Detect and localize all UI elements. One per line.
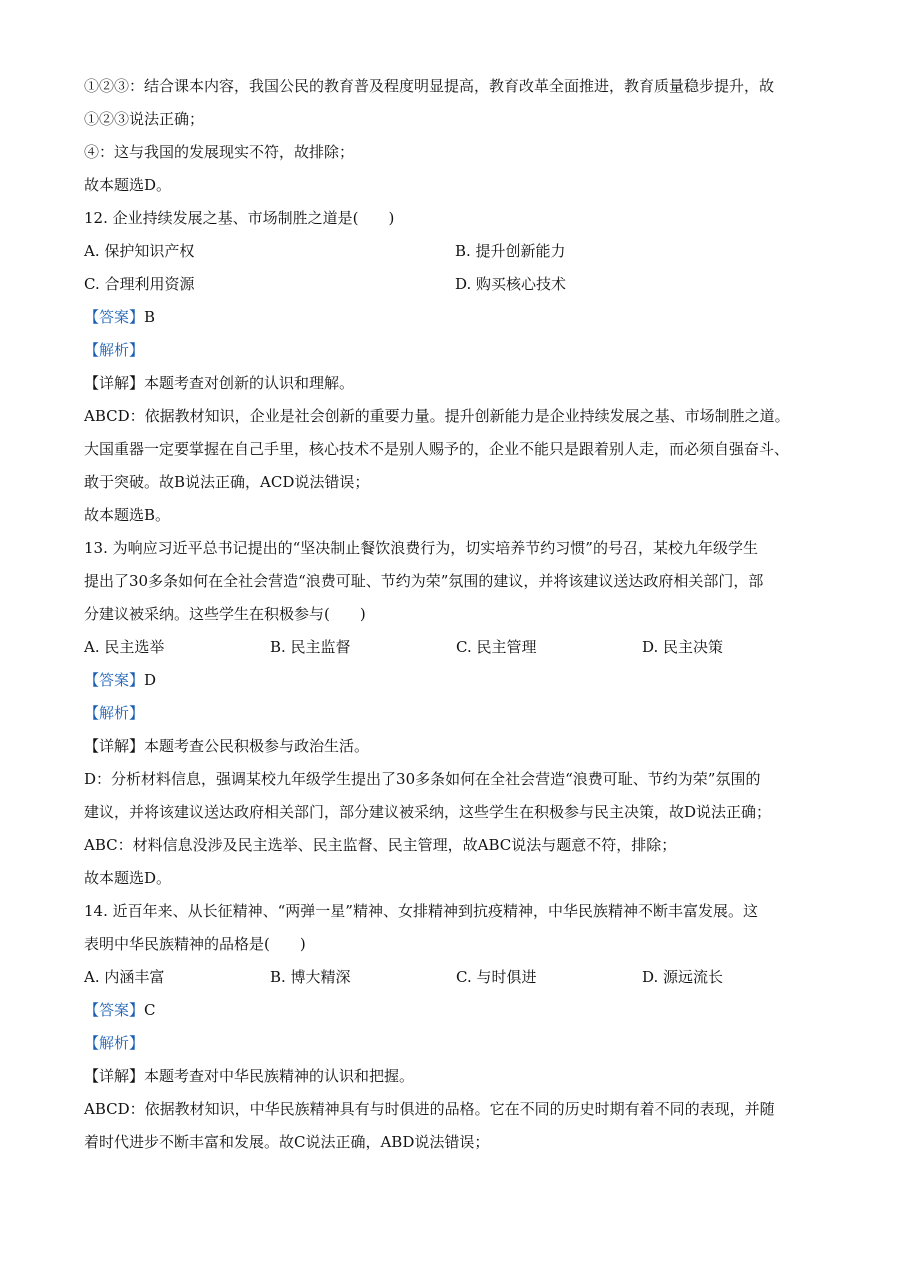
q14-analysis-heading [84,1027,836,1060]
document-page [84,70,836,1159]
detail-tag: 【详解】 [84,374,145,392]
q11-explanation-line: ④：这与我国的发展现实不符，故排除； [84,143,355,161]
q11-explanation-line: ①②③说法正确； [84,110,205,128]
q12-detail-intro-text: 本题考查对创新的认识和理解。 [144,374,355,392]
q12-options-row-2 [84,268,836,301]
detail-tag: 【详解】 [84,1067,145,1085]
q14-option-d: D. 源远流长 [642,968,724,986]
q13-conclusion: 故本题选D。 [84,869,172,887]
answer-tag: 【答案】 [84,671,145,689]
q14-answer [84,994,836,1027]
q13-analysis-heading [84,697,836,730]
q13-detail-intro [84,730,836,763]
q13-option-c: C. 民主管理 [456,638,537,656]
q13-detail-line: 建议，并将该建议送达政府相关部门，部分建议被采纳，这些学生在积极参与民主决策，故D说法正确； [84,803,772,821]
q14-detail-intro-text: 本题考查对中华民族精神的认识和把握。 [144,1067,415,1085]
q12-options-row-1 [84,235,836,268]
analysis-tag: 【解析】 [84,1034,145,1052]
q13-options-row [84,631,836,664]
q11-explanation-line: ①②③：结合课本内容，我国公民的教育普及程度明显提高，教育改革全面推进，教育质量稳步提升，故 [84,77,775,95]
q14-options-row [84,961,836,994]
answer-tag: 【答案】 [84,308,145,326]
q12-detail-intro [84,367,836,400]
q13-detail-line: D：分析材料信息，强调某校九年级学生提出了30多条如何在全社会营造“浪费可耻、节约为荣”氛围的 [84,770,761,788]
q14-stem-line: 14. 近百年来、从长征精神、“两弹一星”精神、女排精神到抗疫精神，中华民族精神不断丰富发展。这 [84,902,758,920]
q12-option-b: B. 提升创新能力 [455,242,566,260]
q12-stem: 12. 企业持续发展之基、市场制胜之道是( ) [84,209,395,227]
q12-answer [84,301,836,334]
q13-detail-intro-text: 本题考查公民积极参与政治生活。 [144,737,370,755]
q13-answer [84,664,836,697]
q12-option-d: D. 购买核心技术 [455,275,567,293]
q14-detail-intro [84,1060,836,1093]
q14-stem-line: 表明中华民族精神的品格是( ) [84,935,306,953]
q12-answer-value: B [144,308,156,326]
q14-option-c: C. 与时俱进 [456,968,537,986]
q12-conclusion: 故本题选B。 [84,506,171,524]
q12-detail-line: 大国重器一定要掌握在自己手里，核心技术不是别人赐予的，企业不能只是跟着别人走，而必须自强奋斗、 [84,440,790,458]
q13-option-a: A. 民主选举 [84,638,165,656]
q13-answer-value: D [144,671,157,689]
analysis-tag: 【解析】 [84,341,145,359]
q13-stem-line: 13. 为响应习近平总书记提出的“坚决制止餐饮浪费行为，切实培养节约习惯”的号召，某校九年级学生 [84,539,758,557]
q13-option-b: B. 民主监督 [270,638,351,656]
q13-stem-line: 提出了30多条如何在全社会营造“浪费可耻、节约为荣”氛围的建议，并将该建议送达政府相关部门，部 [84,572,764,590]
q14-detail-line: 着时代进步不断丰富和发展。故C说法正确，ABD说法错误； [84,1133,490,1151]
q14-detail-line: ABCD：依据教材知识，中华民族精神具有与时俱进的品格。它在不同的历史时期有着不同的表现，并随 [84,1100,775,1118]
q14-option-a: A. 内涵丰富 [84,968,165,986]
q12-analysis-heading [84,334,836,367]
q13-detail-line: ABC：材料信息没涉及民主选举、民主监督、民主管理，故ABC说法与题意不符，排除； [84,836,677,854]
analysis-tag: 【解析】 [84,704,145,722]
q12-option-c: C. 合理利用资源 [84,275,195,293]
q13-option-d: D. 民主决策 [642,638,724,656]
q12-option-a: A. 保护知识产权 [84,242,195,260]
q14-option-b: B. 博大精深 [270,968,351,986]
answer-tag: 【答案】 [84,1001,145,1019]
q12-detail-line: ABCD：依据教材知识，企业是社会创新的重要力量。提升创新能力是企业持续发展之基、市场制胜之道。 [84,407,790,425]
detail-tag: 【详解】 [84,737,145,755]
q11-conclusion: 故本题选D。 [84,176,172,194]
q12-detail-line: 敢于突破。故B说法正确，ACD说法错误； [84,473,370,491]
q13-stem-line: 分建议被采纳。这些学生在积极参与( ) [84,605,366,623]
q14-answer-value: C [144,1001,156,1019]
